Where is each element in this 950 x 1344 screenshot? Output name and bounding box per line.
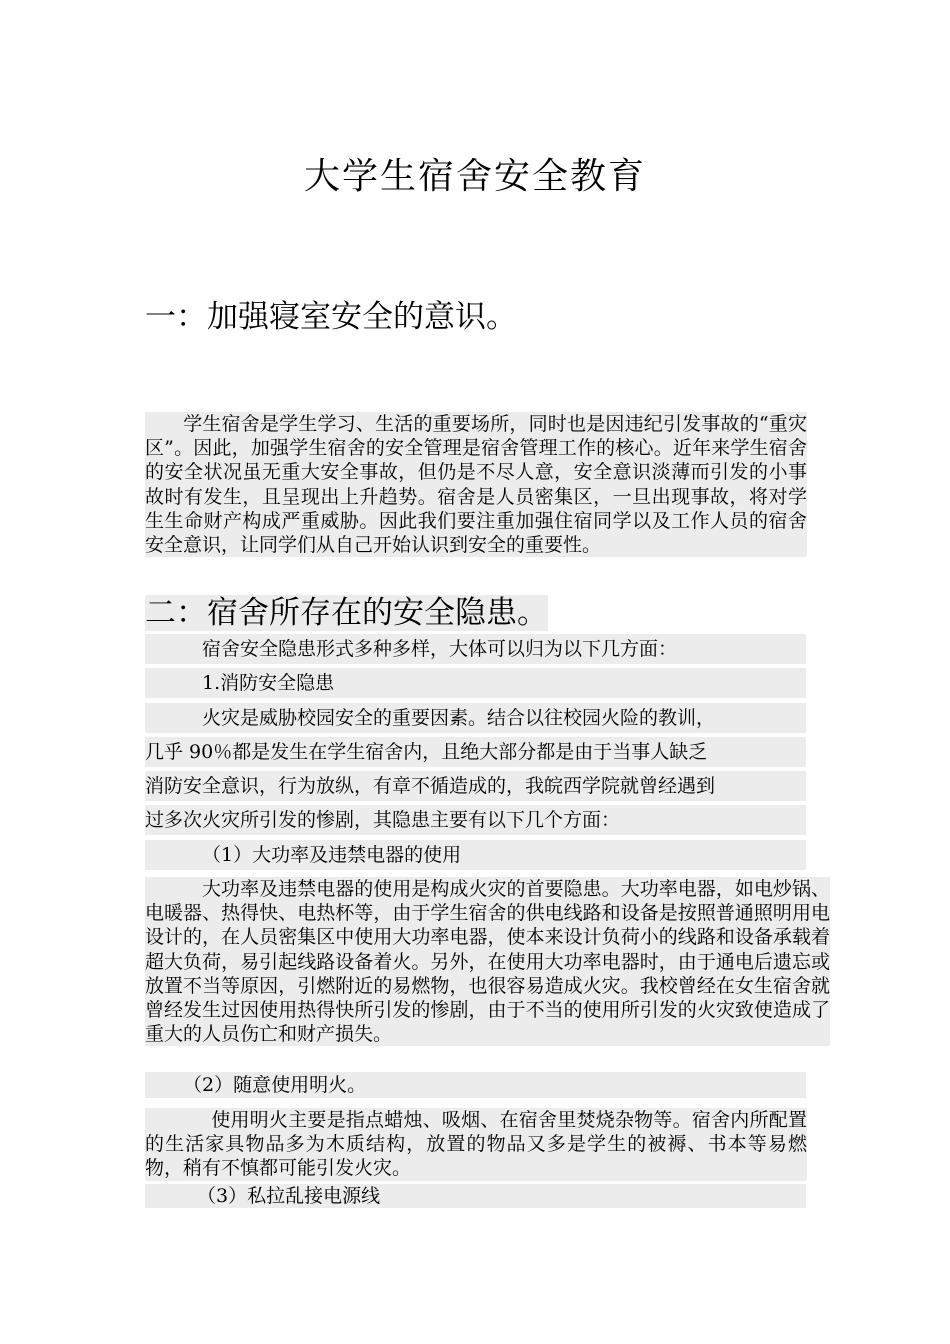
fire-line-2: 几乎 90％都是发生在学生宿舍内，且绝大部分都是由于当事人缺乏	[145, 737, 806, 767]
section2-intro: 宿舍安全隐患形式多种多样，大体可以归为以下几方面：	[145, 634, 806, 664]
item1-title: 1.消防安全隐患	[145, 668, 806, 698]
section1-heading: 一：加强寝室安全的意识。	[145, 299, 517, 335]
sub1-title: （1）大功率及违禁电器的使用	[145, 840, 806, 870]
section1-body: 学生宿舍是学生学习、生活的重要场所，同时也是因违纪引发事故的“重灾区”。因此，加强学生宿舍的安全管理是宿舍管理工作的核心。近年来学生宿舍的安全状况虽无重大安全事故，但仍是不尽人意，安全意识淡薄而引发的小事故时有发生，且呈现出上升趋势。宿舍是人员密集区，一旦出现事故，将对学生生命财产构成严重威胁。因此我们要注重加强住宿同学以及工作人员的宿舍安全意识，让同学们从自己开始认识到安全的重要性。	[145, 413, 807, 557]
fire-line-3: 消防安全意识，行为放纵，有章不循造成的，我皖西学院就曾经遇到	[145, 771, 806, 801]
section1-paragraph	[145, 412, 807, 557]
section2-heading-text: 二：宿舍所存在的安全隐患。	[145, 595, 548, 631]
sub1-paragraph	[145, 877, 830, 1046]
sub2-body: 使用明火主要是指点蜡烛、吸烟、在宿舍里焚烧杂物等。宿舍内所配置的生活家具物品多为木质结构，放置的物品又多是学生的被褥、书本等易燃物，稍有不慎都可能引发火灾。	[145, 1109, 807, 1180]
document-title: 大学生宿舍安全教育	[303, 156, 646, 197]
section2-heading	[145, 592, 548, 634]
sub3-title: （3）私拉乱接电源线	[145, 1184, 806, 1208]
sub2-title: （2）随意使用明火。	[145, 1072, 806, 1098]
sub1-body: 大功率及违禁电器的使用是构成火灾的首要隐患。大功率电器，如电炒锅、电暖器、热得快、电热杯等，由于学生宿舍的供电线路和设备是按照普通照明用电设计的，在人员密集区中使用大功率电器，使本来设计负荷小的线路和设备承载着超大负荷，易引起线路设备着火。另外，在使用大功率电器时，由于通电后遗忘或放置不当等原因，引燃附近的易燃物，也很容易造成火灾。我校曾经在女生宿舍就曾经发生过因使用热得快所引发的惨剧，由于不当的使用所引发的火灾致使造成了重大的人员伤亡和财产损失。	[145, 878, 830, 1046]
sub2-paragraph	[145, 1108, 807, 1181]
fire-line-1: 火灾是威胁校园安全的重要因素。结合以往校园火险的教训，	[145, 703, 806, 733]
fire-line-4: 过多次火灾所引发的惨剧，其隐患主要有以下几个方面：	[145, 805, 806, 835]
